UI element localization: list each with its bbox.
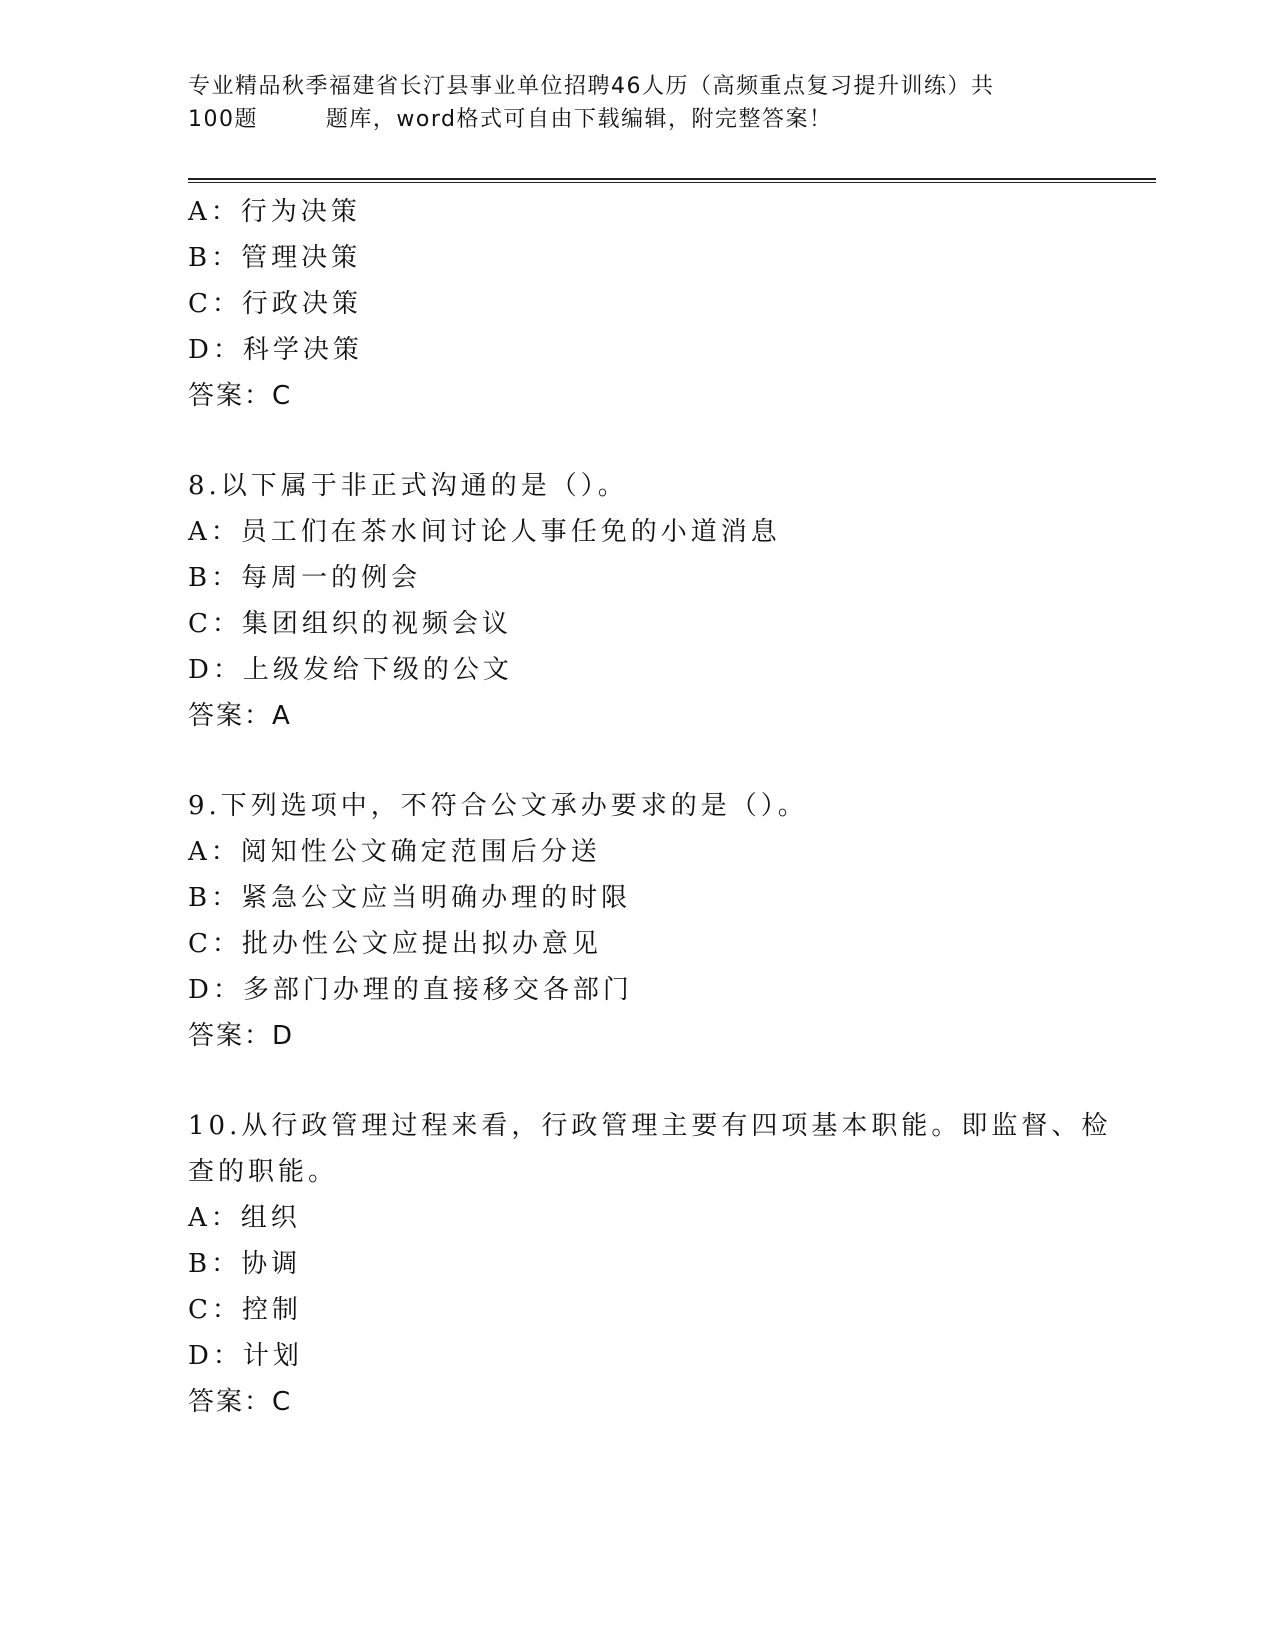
question-10 [188, 1103, 1112, 1425]
option-a: A：员工们在茶水间讨论人事任免的小道消息 [188, 517, 781, 547]
answer-line: 答案：C [188, 381, 293, 411]
option-c: C：行政决策 [188, 289, 362, 319]
question-9 [188, 783, 1088, 1059]
option-d: D：科学决策 [188, 335, 363, 365]
option-c: C：批办性公文应提出拟办意见 [188, 929, 602, 959]
option-d: D：计划 [188, 1341, 303, 1371]
option-a: A：阅知性公文确定范围后分送 [188, 837, 601, 867]
answer-line: 答案：A [188, 701, 292, 731]
question-8 [188, 463, 1088, 739]
header-title-line-1: 专业精品秋季福建省长汀县事业单位招聘46人历（高频重点复习提升训练）共 [188, 74, 995, 99]
option-c: C：集团组织的视频会议 [188, 609, 512, 639]
document-header [188, 70, 1068, 136]
answer-line: 答案：C [188, 1387, 293, 1417]
answer-line: 答案：D [188, 1021, 295, 1051]
option-b: B：管理决策 [188, 243, 362, 273]
option-a: A：行为决策 [188, 197, 361, 227]
question-text-line-2: 查的职能。 [188, 1157, 339, 1187]
header-divider-thick [188, 178, 1156, 180]
question-text: 9.下列选项中，不符合公文承办要求的是（）。 [188, 791, 808, 821]
question-content [188, 189, 1112, 1425]
question-text: 8.以下属于非正式沟通的是（）。 [188, 471, 628, 501]
question-7-continuation [188, 189, 1088, 419]
question-text-line-1: 10.从行政管理过程来看，行政管理主要有四项基本职能。即监督、检 [188, 1111, 1112, 1141]
option-d: D：上级发给下级的公文 [188, 655, 513, 685]
option-a: A：组织 [188, 1203, 301, 1233]
option-d: D：多部门办理的直接移交各部门 [188, 975, 633, 1005]
option-b: B：每周一的例会 [188, 563, 422, 593]
option-c: C：控制 [188, 1295, 302, 1325]
header-divider-thin [188, 182, 1156, 183]
option-b: B：协调 [188, 1249, 302, 1279]
header-title-line-2: 100题 题库，word格式可自由下载编辑，附完整答案！ [188, 107, 833, 132]
option-b: B：紧急公文应当明确办理的时限 [188, 883, 632, 913]
